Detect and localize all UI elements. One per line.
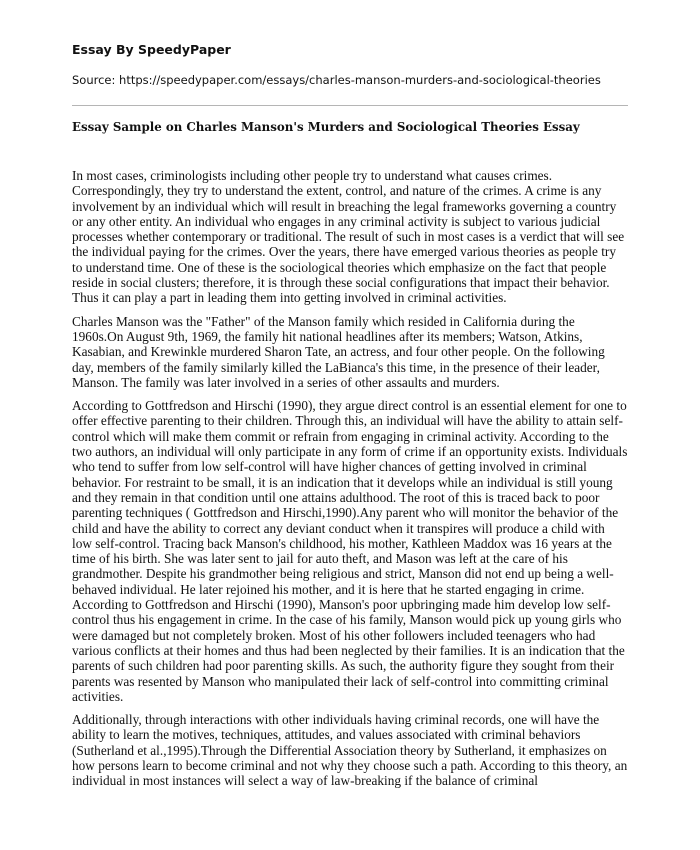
paragraph: In most cases, criminologists including other people try to understand what causes crimes. Correspondingly, they try to understand the extent, control, and nature of the crimes. A crime is any involvement by an individual which will result in breaching the legal frameworks governing a country or any other entity. An individual who engages in any criminal activity is subject to various judicial processes whether contemporary or traditional. The result of such in most cases is a verdict that will see the individual paying for the crimes. Over the years, there have emerged various theories as people try to understand time. One of these is the sociological theories which emphasize on the fact that people reside in social clusters; therefore, it is through these social configurations that impact their behavior. Thus it can play a part in leading them into getting involved in criminal activities. xyxy=(72,168,625,306)
source-line: Source: https://speedypaper.com/essays/charles-manson-murders-and-sociological-theories xyxy=(72,73,601,87)
essay-title: Essay Sample on Charles Manson's Murders and Sociological Theories Essay xyxy=(72,120,580,134)
essay-body xyxy=(72,168,628,789)
paragraph: Charles Manson was the "Father" of the Manson family which resided in California during the 1960s.On August 9th, 1969, the family hit national headlines after its members; Watson, Atkins, Kasabian, and Krewinkle murdered Sharon Tate, an actress, and four other people. On the following day, members of the family similarly killed the LaBianca's this time, in the presence of their leader, Manson. The family was later involved in a series of other assaults and murders. xyxy=(72,313,605,390)
brand-heading: Essay By SpeedyPaper xyxy=(72,42,231,57)
paragraph: According to Gottfredson and Hirschi (1990), they argue direct control is an essential element for one to offer effective parenting to their children. Through this, an individual will have the ability to attain self-control which will make them commit or refrain from engaging in criminal activity. According to the two authors, an individual will only participate in any form of crime if an opportunity exists. Individuals who tend to suffer from low self-control will have higher chances of getting involved in criminal behavior. For restraint to be small, it is an indication that it develops while an individual is still young and they remain in that condition until one attains adulthood. The root of this is traced back to poor parenting techniques ( Gottfredson and Hirschi,1990).Any parent who will monitor the behavior of the child and have the ability to correct any deviant conduct when it transpires will produce a child with low self-control. Tracing back Manson's childhood, his mother, Kathleen Maddox was 16 years at the time of his birth. She was later sent to jail for auto theft, and Mason was left at the care of his grandmother. Despite his grandmother being religious and strict, Manson did not end up being a well-behaved individual. He later rejoined his mother, and it is here that he started engaging in crime. According to Gottfredson and Hirschi (1990), Manson's poor upbringing made him develop low self-control thus his engagement in crime. In the case of his family, Manson would pick up young girls who were damaged but not completely broken. Most of his other followers included teenagers who had various conflicts at their homes and thus had been neglected by their families. It is an indication that the parents of such children had poor parenting skills. As such, the authority figure they sought from their parents was resented by Manson who manipulated their lack of self-control into committing criminal activities. xyxy=(72,398,628,704)
paragraph: Additionally, through interactions with other individuals having criminal records, one will have the ability to learn the motives, techniques, attitudes, and values associated with criminal behaviors (Sutherland et al.,1995).Through the Differential Association theory by Sutherland, it emphasizes on how persons learn to become criminal and not why they choose such a path. According to this theory, an individual in most instances will select a way of law-breaking if the balance of criminal xyxy=(72,712,628,789)
divider xyxy=(72,105,628,106)
